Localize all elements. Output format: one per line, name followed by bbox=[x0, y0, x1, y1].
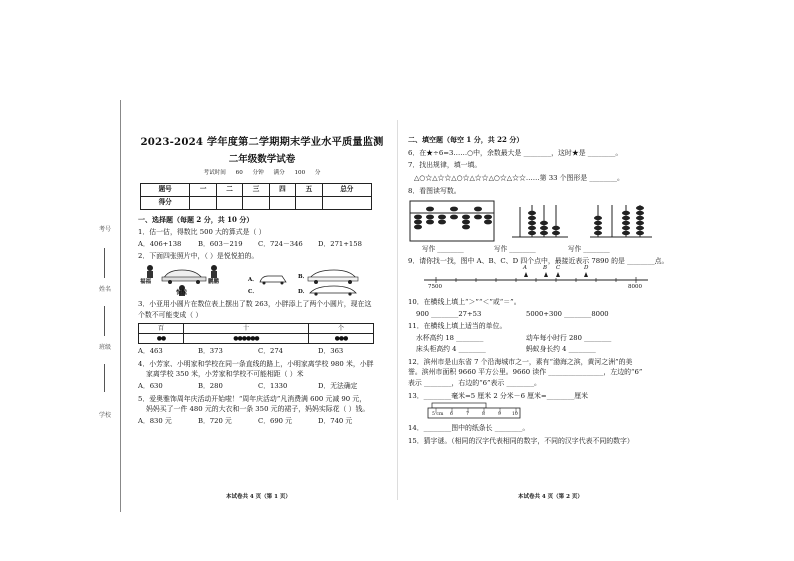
option: D．740 元 bbox=[318, 416, 353, 425]
exam-meta: 考试时间 60 分钟 满分 100 分 bbox=[203, 169, 321, 176]
seal-line bbox=[104, 248, 105, 278]
place-dots: ●●● bbox=[309, 334, 374, 344]
unit-item[interactable]: 动车每小时行 280 ________ bbox=[526, 333, 612, 342]
compare-item[interactable]: 5000+300 ________8000 bbox=[526, 309, 609, 318]
seal-line bbox=[104, 364, 105, 392]
option: B．280 bbox=[198, 382, 223, 391]
child-icon bbox=[147, 265, 153, 278]
point-label: C bbox=[556, 265, 561, 272]
abacus-icon bbox=[410, 201, 494, 241]
tick-label: 7500 bbox=[428, 284, 442, 291]
section-heading: 二、填空题（每空 1 分，共 22 分） bbox=[408, 135, 524, 144]
question-11: 11．在横线上填上适当的单位。 bbox=[408, 322, 507, 331]
place-value-table bbox=[138, 323, 374, 344]
seal-label-exam-number: 考号 bbox=[98, 226, 111, 233]
option: D．271+158 bbox=[318, 239, 362, 248]
option: A．630 bbox=[138, 382, 163, 391]
table-row bbox=[141, 183, 372, 196]
tick-label: 8000 bbox=[628, 284, 642, 291]
option: A．830 元 bbox=[138, 416, 172, 425]
car-icon bbox=[260, 276, 286, 285]
car-icon bbox=[162, 270, 206, 284]
option: A． bbox=[248, 277, 258, 284]
question-11-items-row2 bbox=[408, 345, 656, 353]
exam-title: 2023-2024 学年度第二学期期末学业水平质量监测 bbox=[140, 136, 384, 148]
option: C．1330 bbox=[258, 382, 288, 391]
score-header: 总分 bbox=[322, 183, 371, 196]
place-header: 十 bbox=[183, 324, 308, 334]
option: D．无法确定 bbox=[318, 382, 358, 391]
ruler-tick-label: 5 cm bbox=[432, 412, 444, 418]
question-3-options bbox=[138, 347, 386, 355]
child-name: 悦悦 bbox=[176, 290, 188, 297]
fold-line bbox=[120, 100, 121, 512]
place-header: 百 bbox=[139, 324, 184, 334]
ruler-tick-label: 8 bbox=[482, 412, 485, 418]
question-13: 13．________毫米=5 厘米 2 分米－6 厘米=________厘米 bbox=[408, 391, 589, 400]
ruler-tick-label: 9 bbox=[498, 412, 501, 418]
score-header: 一 bbox=[190, 183, 216, 196]
place-header: 个 bbox=[309, 324, 374, 334]
option: C． bbox=[248, 289, 258, 296]
point-label: A bbox=[523, 265, 527, 272]
score-cell[interactable] bbox=[243, 196, 269, 209]
question-9: 9．请你找一找，图中 A、B、C、D 四个点中，最接近表示 7890 的是 ________点。 bbox=[408, 257, 669, 266]
page-footer-left: 本试卷共 4 页（第 1 页） bbox=[226, 494, 291, 500]
write-blank[interactable]: 写作 ________ bbox=[568, 245, 610, 254]
ruler-tick-label: 7 bbox=[466, 412, 469, 418]
score-cell[interactable] bbox=[296, 196, 322, 209]
score-cell[interactable] bbox=[269, 196, 295, 209]
score-cell[interactable] bbox=[190, 196, 216, 209]
ruler-tick-label: 10 bbox=[512, 412, 518, 418]
exam-subtitle: 二年级数学试卷 bbox=[228, 153, 296, 165]
write-blank[interactable]: 写作 ________ bbox=[422, 245, 464, 254]
point-label: D bbox=[584, 265, 589, 272]
unit-item[interactable]: 床头柜高约 4 ________ bbox=[416, 345, 486, 354]
table-row bbox=[139, 324, 374, 334]
question-1: 1．估一估，得数比 500 大的算式是（ ） bbox=[138, 228, 266, 237]
child-name: 福福 bbox=[140, 279, 152, 286]
counting-frame-icon bbox=[590, 205, 652, 237]
option: C．724－346 bbox=[258, 239, 303, 248]
right-page bbox=[408, 135, 669, 446]
question-3-continued: 个数不可能变成（ ） bbox=[138, 310, 203, 319]
ruler-graphic bbox=[408, 402, 656, 424]
score-header: 三 bbox=[243, 183, 269, 196]
page-footer-right: 本试卷共 4 页（第 2 页） bbox=[518, 494, 583, 500]
question-2: 2．下面四张照片中，（ ）是悦悦拍的。 bbox=[138, 252, 259, 261]
option: A．463 bbox=[138, 347, 163, 356]
question-8-answers bbox=[408, 245, 656, 253]
score-cell[interactable] bbox=[216, 196, 242, 209]
number-line-graphic bbox=[408, 268, 656, 294]
write-blank[interactable]: 写作 ________ bbox=[494, 245, 536, 254]
score-header: 五 bbox=[296, 183, 322, 196]
question-12-continued: 誉。滨州市面积 9660 平方公里。9660 读作 ________________，左边的“6” bbox=[408, 368, 643, 377]
question-10-items bbox=[408, 310, 656, 318]
question-4-options bbox=[138, 382, 386, 390]
table-row bbox=[139, 334, 374, 344]
option: B．373 bbox=[198, 347, 223, 356]
question-5-options bbox=[138, 417, 386, 425]
ruler-tick-label: 6 bbox=[450, 412, 453, 418]
page-divider bbox=[397, 120, 398, 500]
question-7: 7．找出规律，填一填。 bbox=[408, 161, 482, 170]
score-header: 二 bbox=[216, 183, 242, 196]
question-5-continued: 妈妈买了一件 480 元的大衣和一条 350 元的裙子，妈妈实际花（ ）钱。 bbox=[146, 405, 370, 414]
child-name: 鹏鹏 bbox=[208, 279, 220, 286]
question-5: 5．爱奥雅饰周年庆活动开始啦！“周年庆活动”凡消费满 600 元减 90 元， bbox=[138, 394, 367, 403]
number-line bbox=[408, 265, 656, 294]
section-heading: 一、选择题（每题 2 分，共 10 分） bbox=[138, 214, 254, 224]
question-12-continued-2: 表示 ________，右边的“6”表示 ________。 bbox=[408, 379, 541, 388]
place-dots: ●● bbox=[139, 334, 184, 344]
abacus-images bbox=[408, 199, 656, 243]
score-header: 四 bbox=[269, 183, 295, 196]
option: D．363 bbox=[318, 347, 344, 356]
question-14: 14．________图中的纸条长 ________。 bbox=[408, 424, 530, 433]
left-page bbox=[138, 136, 386, 425]
table-row bbox=[141, 196, 372, 209]
option: B． bbox=[298, 274, 309, 281]
question-1-options bbox=[138, 240, 386, 248]
ruler-figure bbox=[408, 402, 656, 424]
unit-item[interactable]: 水杯高约 18 ________ bbox=[416, 333, 484, 342]
unit-item[interactable]: 蚂蚁身长约 4 ________ bbox=[526, 345, 596, 354]
car-icon bbox=[310, 286, 356, 296]
score-table bbox=[140, 183, 372, 210]
option: D． bbox=[298, 289, 309, 296]
score-row-label: 得分 bbox=[141, 196, 190, 209]
option: B．603－219 bbox=[198, 239, 243, 248]
question-15: 15．猜字谜。（相同的汉字代表相同的数字，不同的汉字代表不同的数字） bbox=[408, 436, 634, 445]
point-label: B bbox=[543, 265, 548, 272]
option: C．690 元 bbox=[258, 416, 292, 425]
question-4-continued: 家离学校 350 米，小芳家和学校不可能相距（ ）米 bbox=[146, 370, 304, 379]
question-6: 6．在★÷6=3……○中，余数最大是 ________，这时★是 ________。 bbox=[408, 148, 623, 157]
option: A．406+138 bbox=[138, 239, 182, 248]
question-4: 4．小芳家、小明家和学校在同一条直线的路上，小明家离学校 980 米，小胖 bbox=[138, 359, 374, 368]
question-10: 10．在横线上填上“＞”“＜”或“＝”。 bbox=[408, 298, 521, 307]
seal-line bbox=[104, 306, 105, 336]
option: C．274 bbox=[258, 347, 283, 356]
question-8: 8．看图读写数。 bbox=[408, 186, 461, 195]
score-header: 题号 bbox=[141, 183, 190, 196]
question-12: 12．滨州市是山东省 7 个沿海城市之一，素有“渤海之滨，黄河之洲”的美 bbox=[408, 357, 633, 366]
compare-item[interactable]: 900 ________27+53 bbox=[416, 309, 482, 318]
option: B．720 元 bbox=[198, 416, 232, 425]
car-icon bbox=[308, 270, 358, 284]
question-7-sequence: △○☆△☆☆△○☆△☆☆△○☆△☆☆……第 33 个图形是 ________。 bbox=[414, 174, 624, 182]
question-11-items-row1 bbox=[408, 334, 656, 342]
child-icon bbox=[211, 265, 217, 278]
place-dots: ●●●●●● bbox=[183, 334, 308, 344]
score-cell[interactable] bbox=[322, 196, 371, 209]
abacus-illustration bbox=[408, 199, 656, 243]
question-3: 3．小亚用小圆片在数位表上摆出了数 263，小胖添上了两个小圆片，现在这 bbox=[138, 300, 372, 309]
question-2-pictures bbox=[138, 264, 386, 296]
seal-label-class: 班级 bbox=[98, 344, 111, 351]
counting-frame-icon bbox=[512, 205, 568, 237]
seal-label-name: 姓名 bbox=[98, 286, 111, 293]
seal-label-school: 学校 bbox=[98, 412, 111, 419]
